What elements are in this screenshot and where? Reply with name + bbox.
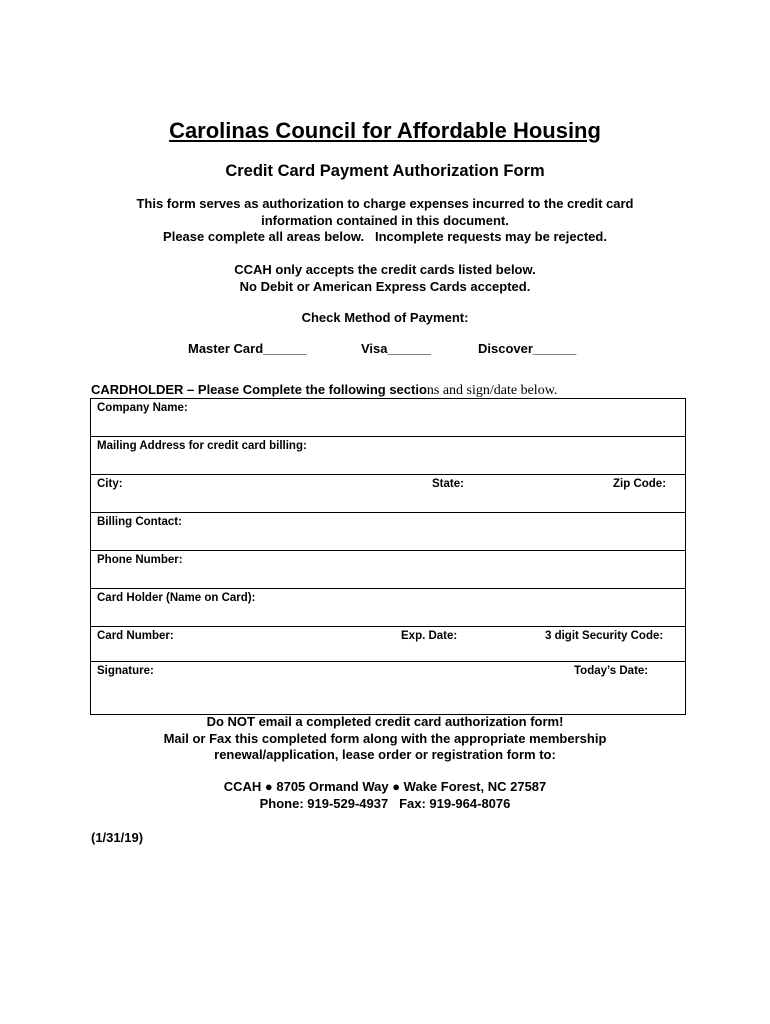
mailing-address-row[interactable] [91, 437, 685, 475]
intro-line-3: Please complete all areas below. Incomplete requests may be rejected. [163, 229, 607, 244]
card-holder-row[interactable] [91, 589, 685, 627]
ccah-contact: Phone: 919-529-4937 Fax: 919-964-8076 [259, 795, 511, 811]
cardholder-heading-rest: ns and sign/date below. [426, 383, 558, 398]
company-name-row[interactable] [91, 399, 685, 437]
intro-line-2: information contained in this document. [261, 212, 509, 228]
signature-label: Signature: [97, 665, 154, 677]
security-code-label: 3 digit Security Code: [545, 630, 664, 642]
footer-line-2: Mail or Fax this completed form along with the appropriate membership [163, 730, 607, 746]
discover-option[interactable]: Discover______ [478, 341, 577, 356]
mailing-address-label: Mailing Address for credit card billing: [97, 440, 307, 452]
billing-contact-label: Billing Contact: [97, 516, 182, 528]
payment-method-heading: Check Method of Payment: [301, 310, 469, 325]
phone-number-row[interactable] [91, 551, 685, 589]
city-label: City: [97, 478, 123, 490]
form-subtitle: Credit Card Payment Authorization Form [225, 162, 545, 180]
ccah-address: CCAH ● 8705 Ormand Way ● Wake Forest, NC 27587 [223, 779, 547, 794]
card-number-row[interactable] [91, 627, 685, 662]
footer-line-1: Do NOT email a completed credit card authorization form! [206, 714, 564, 729]
cardholder-heading-bold: CARDHOLDER – Please Complete the following sectio [91, 382, 427, 397]
cards-note-line-1: CCAH only accepts the credit cards listed below. [234, 262, 536, 277]
footer-line-3: renewal/application, lease order or registration form to: [214, 747, 556, 762]
mailing-address-block [0, 779, 770, 812]
cardholder-form-table [90, 398, 686, 715]
intro-line-1: This form serves as authorization to charge expenses incurred to the credit card [136, 196, 634, 211]
exp-date-label: Exp. Date: [401, 630, 458, 642]
signature-row[interactable] [91, 662, 685, 714]
revision-date: (1/31/19) [91, 830, 144, 845]
accepted-cards-note [0, 262, 770, 295]
zip-code-label: Zip Code: [613, 478, 667, 490]
submission-instructions [0, 714, 770, 764]
intro-paragraph [0, 196, 770, 246]
mastercard-option[interactable]: Master Card______ [188, 341, 307, 356]
page-title: Carolinas Council for Affordable Housing [169, 118, 601, 143]
cardholder-heading [91, 382, 557, 399]
state-label: State: [432, 478, 464, 490]
company-name-label: Company Name: [97, 402, 188, 414]
visa-option[interactable]: Visa______ [361, 341, 431, 356]
cards-note-line-2: No Debit or American Express Cards accepted. [239, 278, 531, 294]
phone-number-label: Phone Number: [97, 554, 183, 566]
card-holder-label: Card Holder (Name on Card): [97, 592, 256, 604]
todays-date-label: Today’s Date: [574, 665, 649, 677]
billing-contact-row[interactable] [91, 513, 685, 551]
city-state-zip-row[interactable] [91, 475, 685, 513]
card-number-label: Card Number: [97, 630, 174, 642]
